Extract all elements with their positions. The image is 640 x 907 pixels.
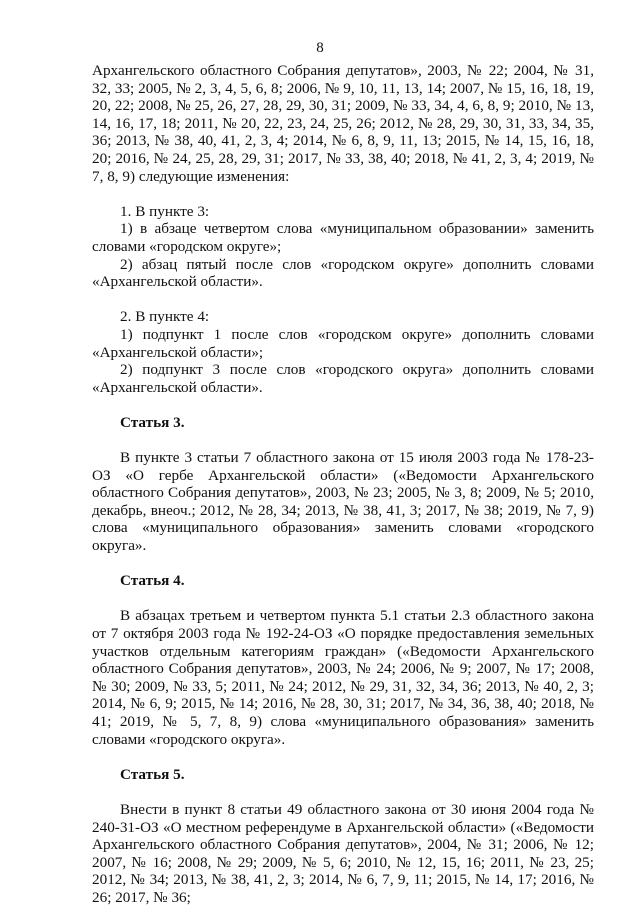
paragraph-subitem: 2) абзац пятый после слов «городском округе» дополнить словами «Архангельской области». [92, 255, 594, 291]
article-heading-4: Статья 4. [120, 572, 185, 590]
paragraph-item-1: 1. В пункте 3: [120, 202, 210, 220]
article-heading-3: Статья 3. [120, 413, 185, 431]
paragraph-continuation: Архангельского областного Собрания депутатов», 2003, № 22; 2004, № 31, 32, 33; 2005, № 2, 3, 4, 5, 6, 8; 2006, № 9, 10, 11, 13, 14; 2007, № 15, 16, 18, 19, 20, 22; 2008, № 25, 26, 27, 28, 29, 30, 31; 2009, № 33, 34, 4, 6, 8, 9; 2010, № 13, 14, 16, 17, 18; 2011, № 20, 22, 23, 24, 25, 26; 2012, № 28, 29, 30, 31, 33, 34, 35, 36; 2013, № 38, 40, 41, 2, 3, 4; 2014, № 6, 8, 9, 11, 13; 2015, № 14, 15, 16, 18, 20; 2016, № 24, 25, 28, 29, 31; 2017, № 33, 38, 40; 2018, № 41, 2, 3, 4; 2019, № 7, 8, 9) следующие изменения: [92, 62, 594, 185]
paragraph-subitem: 2) подпункт 3 после слов «городского округа» дополнить словами «Архангельской области». [92, 361, 594, 396]
paragraph-item-2: 2. В пункте 4: [120, 308, 210, 326]
paragraph-subitem: 1) в абзаце четвертом слова «муниципальном образовании» заменить словами «городском округе»; [92, 220, 594, 255]
paragraph-subitem: 1) подпункт 1 после слов «городском округе» дополнить словами «Архангельской области»; [92, 325, 594, 361]
page-number: 8 [316, 40, 324, 56]
document-body [92, 62, 594, 907]
article-5-text: Внести в пункт 8 статьи 49 областного закона от 30 июня 2004 года № 240-31-ОЗ «О местном референдуме в Архангельской области» («Ведомости Архангельского областного Собрания депутатов», 2004, № 31; 2006, № 12; 2007, № 16; 2008, № 29; 2009, № 5, 6; 2010, № 12, 15, 16; 2011, № 23, 25; 2012, № 34; 2013, № 38, 41, 2, 3; 2014, № 6, 7, 9, 11; 2015, № 14, 17; 2016, № 26; 2017, № 36; [92, 800, 594, 906]
article-heading-5: Статья 5. [120, 765, 185, 783]
article-3-text: В пункте 3 статьи 7 областного закона от 15 июля 2003 года № 178-23-ОЗ «О гербе Архангельской области» («Ведомости Архангельского областного Собрания депутатов», 2003, № 23; 2005, № 3, 8; 2009, № 5; 2010, декабрь, внеоч.; 2012, № 28, 34; 2013, № 38, 41, 3; 2017, № 38; 2019, № 7, 9) слова «муниципального образования» заменить словами «городского округа». [92, 449, 594, 555]
article-4-text: В абзацах третьем и четвертом пункта 5.1 статьи 2.3 областного закона от 7 октября 2003 года № 192-24-ОЗ «О порядке предоставления земельных участков отдельным категориям граждан» («Ведомости Архангельского областного Собрания депутатов», 2003, № 24; 2006, № 9; 2007, № 17; 2008, № 30; 2009, № 33, 5; 2011, № 24; 2012, № 29, 31, 32, 34, 36; 2013, № 40, 2, 3; 2014, № 6, 9; 2015, № 14; 2016, № 28, 30, 31; 2017, № 34, 36, 38, 40; 2018, № 41; 2019, № 5, 7, 8, 9) слова «муниципального образования» заменить словами «городского округа». [92, 607, 594, 748]
